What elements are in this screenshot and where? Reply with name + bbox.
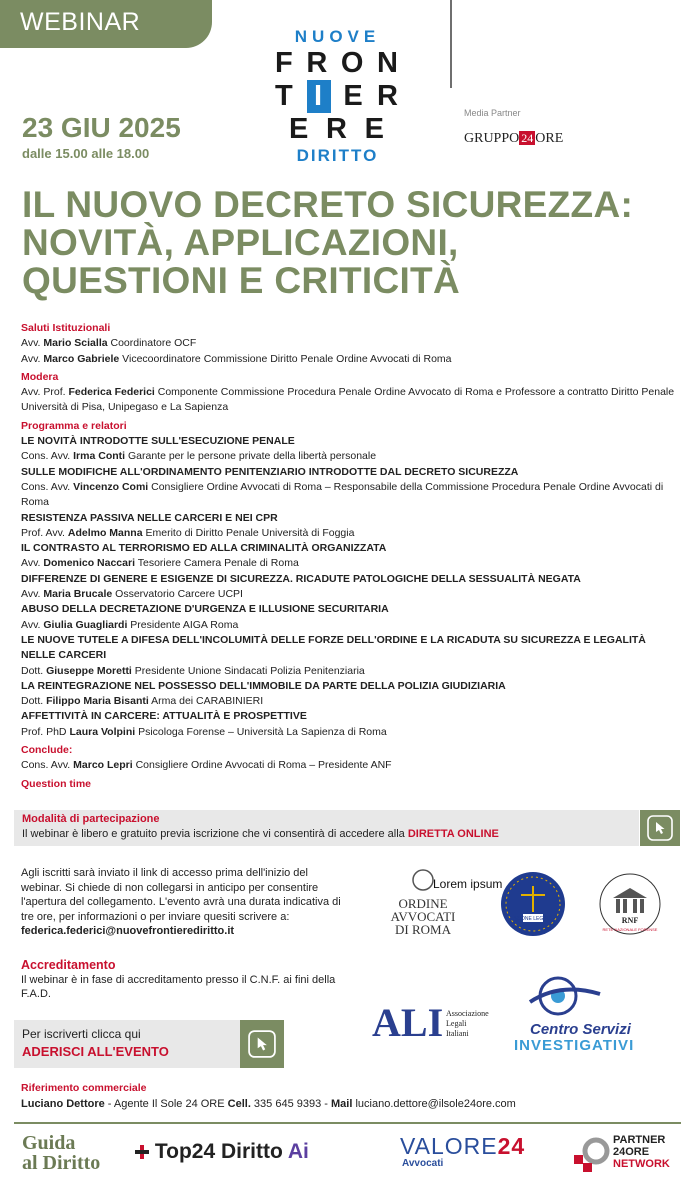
plus-icon [135,1145,149,1159]
webinar-label: WEBINAR [20,8,141,36]
webinar-tab [0,0,212,48]
participation-box [14,810,639,846]
talk-title: LE NUOVE TUTELE A DIFESA DELL'INCOLUMITÀ DELLE FORZE DELL'ORDINE E LA RICADUTA SU SICUREZZA E LEGALITÀ NELLE CARCERI [21,633,646,662]
speaker-line: Cons. Avv. Vincenzo Comi Consigliere Ordine Avvocati di Roma – Responsabile della Commissione Procedura Penale Ordine Avvocati di Roma [21,480,664,509]
valore24-sub: Avvocati [402,1158,444,1169]
section-programma: Programma e relatori [21,419,127,432]
guida-al-diritto-logo: Guida al Diritto [22,1132,101,1174]
svg-text:AVVOCATI: AVVOCATI [390,909,456,924]
speaker-line: Cons. Avv. Irma Conti Garante per le persone private della libertà personale [21,450,377,463]
rnf-logo [600,874,660,934]
partner-logos-row-2 [370,972,690,1052]
subscribe-prompt: Per iscriverti clicca qui [22,1027,141,1041]
partner24ore-icon [572,1135,610,1173]
logo-line-nuove: NUOVE [294,27,381,46]
accreditation-text: Il webinar è in fase di accreditamento presso il C.N.F. ai fini della F.A.D. [21,973,336,1000]
azione-legale-logo [501,872,565,936]
speaker-line: Prof. PhD Laura Volpini Psicologa Forense – Università La Sapienza di Roma [21,725,387,738]
partner24ore-logo: PARTNER 24ORE NETWORK [613,1134,670,1170]
speaker-line: Avv. Domenico Naccari Tesoriere Camera Penale di Roma [21,557,299,570]
participation-text: Il webinar è libero e gratuito previa iscrizione che vi consentirà di accedere alla DIRETTA ONLINE [22,828,499,840]
talk-title: LE NOVITÀ INTRODOTTE SULL'ESECUZIONE PENALE [21,435,295,448]
svg-text:DI ROMA: DI ROMA [395,922,451,937]
svg-text:RNF: RNF [621,916,639,925]
svg-text:Italiani: Italiani [446,1029,469,1038]
svg-text:Associazione: Associazione [446,1009,489,1018]
top24-diritto-ai-logo: Top24 Diritto Ai [135,1140,309,1164]
logo-line-tier: T I E R [275,80,400,112]
svg-text:Legali: Legali [446,1019,467,1028]
header-divider [450,0,452,88]
logo-line-diritto: DIRITTO [296,146,379,165]
main-title: IL NUOVO DECRETO SICUREZZA: NOVITÀ, APPLICAZIONI, QUESTIONI E CRITICITÀ [22,184,634,301]
svg-text:ALI: ALI [372,1000,444,1045]
talk-title: DIFFERENZE DI GENERE E ESIGENZE DI SICUREZZA. RICADUTE PATOLOGICHE DELLA SESSUALITÀ NEGATA [21,572,581,585]
speaker-line: Prof. Avv. Adelmo Manna Emerito di Diritto Penale Università di Foggia [21,526,355,539]
contact-email[interactable]: federica.federici@nuovefrontierediritto.it [21,925,235,937]
participation-title: Modalità di partecipazione [22,813,160,825]
footer-divider [14,1122,681,1124]
svg-text:Centro Servizi: Centro Servizi [530,1021,631,1038]
subscribe-box[interactable] [14,1020,240,1068]
speaker-line: Avv. Marco Gabriele Vicecoordinatore Commissione Diritto Penale Ordine Avvocati di Roma [21,352,452,365]
speaker-line: Avv. Giulia Guagliardi Presidente AIGA Roma [21,618,239,631]
logo-line-ere: E R E [289,113,386,145]
section-question-time: Question time [21,777,92,790]
program-section [21,321,676,792]
talk-title: LA REINTEGRAZIONE NEL POSSESSO DELL'IMMOBILE DA PARTE DELLA POLIZIA GIUDIZIARIA [21,679,506,692]
valore24-logo: VALORE24 [400,1133,526,1159]
svg-text:ORDINE: ORDINE [398,896,448,911]
ali-logo [372,1000,489,1045]
speaker-line: Dott. Filippo Maria Bisanti Arma dei CARABINIERI [21,695,264,708]
partner-logos-row-1 [385,868,685,940]
commercial-reference [21,1080,516,1112]
commercial-title: Riferimento commerciale [21,1082,147,1094]
talk-title: IL CONTRASTO AL TERRORISMO ED ALLA CRIMINALITÀ ORGANIZZATA [21,542,387,555]
subscribe-click-icon[interactable] [240,1020,284,1068]
commercial-contact: Luciano Dettore - Agente Il Sole 24 ORE Cell. 335 645 9393 - Mail luciano.dettore@ilsole24ore.com [21,1098,516,1110]
nuove-frontiere-logo [275,27,400,166]
talk-title: AFFETTIVITÀ IN CARCERE: ATTUALITÀ E PROSPETTIVE [21,710,307,723]
speaker-line: Cons. Avv. Marco Lepri Consigliere Ordine Avvocati di Roma – Presidente ANF [21,759,392,772]
centro-servizi-investigativi-logo [514,978,634,1052]
section-saluti: Saluti Istituzionali [21,322,111,334]
speaker-line: Avv. Maria Brucale Osservatorio Carcere UCPI [21,588,243,601]
talk-title: ABUSO DELLA DECRETAZIONE D'URGENZA E ILLUSIONE SECURITARIA [21,603,389,616]
section-modera: Modera [21,370,59,383]
talk-title: SULLE MODIFICHE ALL'ORDINAMENTO PENITENZIARIO INTRODOTTE DAL DECRETO SICUREZZA [21,465,519,478]
participation-click-icon[interactable] [640,810,680,846]
gruppo24ore-logo: GRUPPO 24 ORE [464,131,564,146]
logo-line-fron: F R O N [275,47,400,79]
accreditation [21,958,351,1002]
accreditation-title: Accreditamento [21,958,116,972]
media-partner-label: Media Partner [464,108,521,118]
svg-text:AZIONE LEGALE: AZIONE LEGALE [513,916,553,922]
talk-title: RESISTENZA PASSIVA NELLE CARCERI E NEI CPR [21,511,278,524]
speaker-line: Dott. Giuseppe Moretti Presidente Unione Sindacati Polizia Penitenziaria [21,664,365,677]
info-text: Agli iscritti sarà inviato il link di accesso prima dell'inizio del webinar. Si chiede di non collegarsi in anticipo per consentire l'apertura del collegamento. L'evento avrà una durata indicativa di tre ore, per informazioni o per inviare quesiti scrivere a: federica.federici@nuovefrontierediritto.it [21,867,341,937]
event-date: 23 GIU 2025 [22,112,181,143]
subscribe-link[interactable]: ADERISCI ALL'EVENTO [22,1044,169,1059]
event-time: dalle 15.00 alle 18.00 [22,146,150,161]
speaker-line: Avv. Mario Scialla Coordinatore OCF [21,337,197,350]
section-conclude: Conclude: [21,744,73,757]
svg-text:INVESTIGATIVI: INVESTIGATIVI [514,1037,635,1052]
lorem-label: Lorem ipsum [433,877,503,891]
svg-text:RETE NAZIONALE FORENSE: RETE NAZIONALE FORENSE [602,927,658,932]
speaker-line: Avv. Prof. Federica Federici Componente Commissione Procedura Penale Ordine Avvocato di Roma e Professore a contratto Diritto Penale Università di Pisa, Unipegaso e La Sapienza [21,386,675,414]
